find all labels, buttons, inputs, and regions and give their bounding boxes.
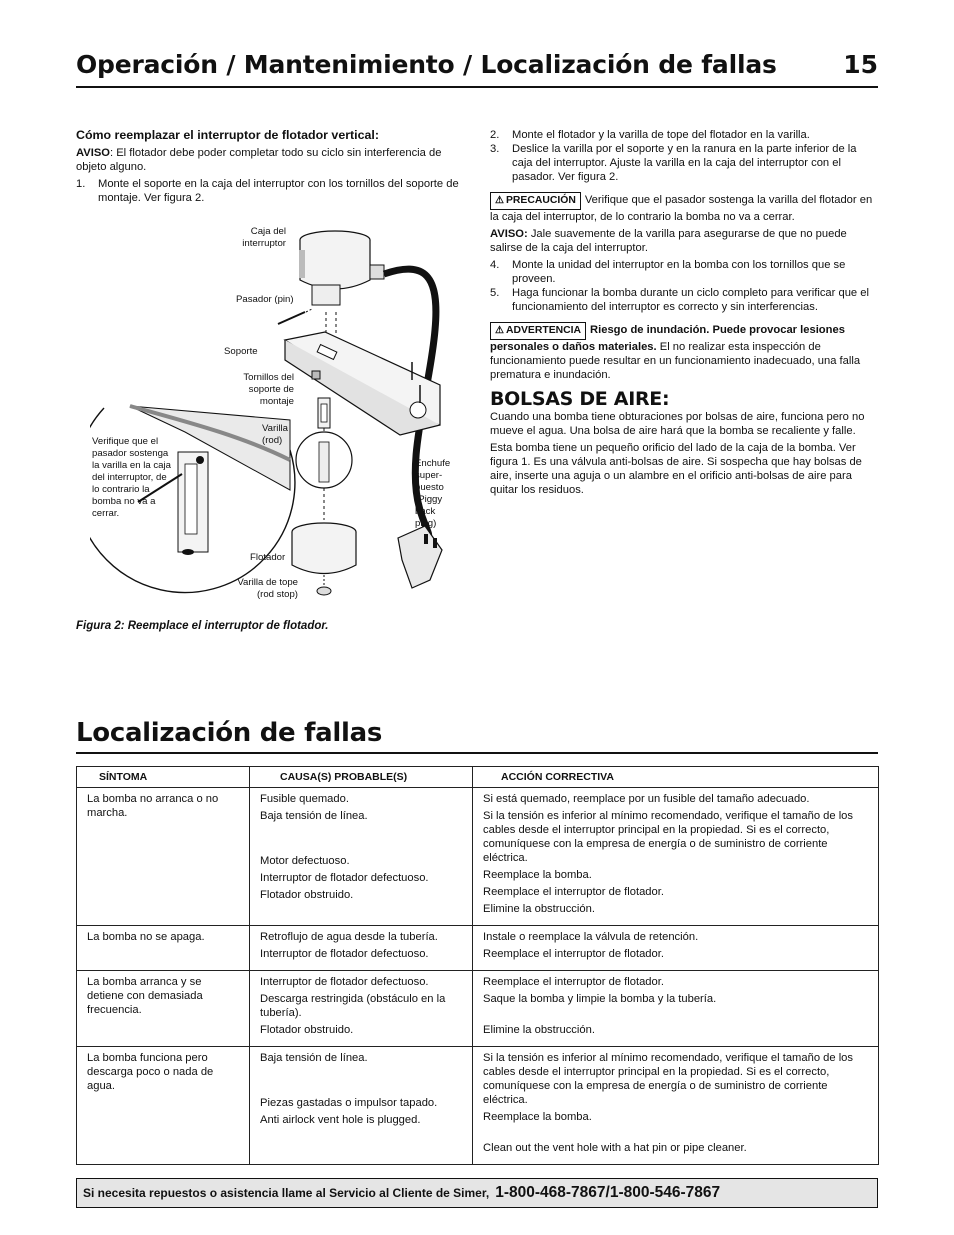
air-locks-heading: BOLSAS DE AIRE: xyxy=(490,388,670,410)
actions-cell xyxy=(473,1047,879,1165)
column-header: SÍNTOMA xyxy=(77,767,250,788)
section-subheading: Cómo reemplazar el interruptor de flotador vertical: xyxy=(76,128,379,142)
step-text: Deslice la varilla por el soporte y en la ranura en la parte inferior de la caja del interruptor. Ajuste la varilla en la caja del interruptor con el pasador. Ver figura 2. xyxy=(512,143,857,183)
caution-badge xyxy=(490,192,581,210)
table-row xyxy=(77,971,879,1047)
action-item: Instale o reemplace la válvula de retención. xyxy=(483,931,699,943)
action-item: Reemplace el interruptor de flotador. xyxy=(483,886,664,898)
cause-item: Descarga restringida (obstáculo en la tubería). xyxy=(260,993,446,1019)
step-text: Monte el soporte en la caja del interruptor con los tornillos del soporte de montaje. Ver figura 2. xyxy=(98,178,459,204)
troubleshooting-rule xyxy=(76,752,878,754)
label-rod: Varilla (rod) xyxy=(262,423,288,446)
step-item xyxy=(490,286,880,314)
step-number: 3. xyxy=(490,143,500,155)
warning-text: El no realizar esta inspección de funcionamiento puede resultar en un funcionamiento inadecuado, una falla prematura e inundación. xyxy=(490,341,861,381)
causes-cell xyxy=(250,1047,473,1165)
symptom-cell: La bomba arranca y se detiene con demasiada frecuencia. xyxy=(77,971,250,1047)
aviso-note xyxy=(76,146,466,174)
step-text: Monte la unidad del interruptor en la bomba con los tornillos que se proveen. xyxy=(512,259,846,285)
action-item: Reemplace la bomba. xyxy=(483,1111,592,1123)
warning-triangle-icon: ⚠ xyxy=(495,325,504,336)
label-mounting-screws: Tornillos del soporte de montaje xyxy=(243,372,294,407)
step-text: Haga funcionar la bomba durante un ciclo completo para verificar que el funcionamiento del interruptor es correcto y sin interferencias. xyxy=(512,287,869,313)
left-column xyxy=(76,128,466,205)
troubleshooting-table xyxy=(76,766,879,1165)
action-item: Reemplace la bomba. xyxy=(483,869,592,881)
step-item xyxy=(76,177,466,205)
footer-phone: 1-800-468-7867/1-800-546-7867 xyxy=(495,1184,721,1201)
symptom-cell: La bomba no arranca o no marcha. xyxy=(77,788,250,926)
page-title: Operación / Mantenimiento / Localización de fallas xyxy=(76,50,777,79)
action-item: Clean out the vent hole with a hat pin or pipe cleaner. xyxy=(483,1142,747,1154)
cause-item: Baja tensión de línea. xyxy=(260,1052,368,1064)
page-number: 15 xyxy=(843,50,878,79)
cause-item: Flotador obstruido. xyxy=(260,889,354,901)
cause-item: Piezas gastadas o impulsor tapado. xyxy=(260,1097,438,1109)
action-item: Si está quemado, reemplace por un fusible del tamaño adecuado. xyxy=(483,793,810,805)
table-row xyxy=(77,1047,879,1165)
aviso-text: : El flotador debe poder completar todo su ciclo sin interferencia de objeto alguno. xyxy=(76,147,442,173)
table-row xyxy=(77,788,879,926)
action-item: Saque la bomba y limpie la bomba y la tubería. xyxy=(483,993,717,1005)
footer-text: Si necesita repuestos o asistencia llame al Servicio al Cliente de Simer, xyxy=(83,1186,490,1200)
warning-triangle-icon: ⚠ xyxy=(495,195,504,206)
label-bracket: Soporte xyxy=(224,346,258,357)
action-item: Elimine la obstrucción. xyxy=(483,1024,595,1036)
caution-text: Verifique que el pasador sostenga la varilla del flotador en la caja del interruptor, de lo contrario la bomba no va a cerrar. xyxy=(490,194,873,223)
cause-item: Interruptor de flotador defectuoso. xyxy=(260,872,429,884)
header-rule xyxy=(76,86,878,88)
column-header: ACCIÓN CORRECTIVA xyxy=(473,767,879,788)
air-locks-paragraph: Cuando una bomba tiene obturaciones por bolsas de aire, funciona pero no mueve el agua. Una bolsa de aire hará que la bomba se recaliente y falle. xyxy=(490,411,865,437)
warning-badge xyxy=(490,322,586,340)
step-number: 1. xyxy=(76,178,86,190)
cause-item: Motor defectuoso. xyxy=(260,855,350,867)
symptom-cell: La bomba no se apaga. xyxy=(77,926,250,971)
label-float: Flotador xyxy=(250,552,286,563)
actions-cell xyxy=(473,971,879,1047)
step-item xyxy=(490,128,880,142)
cause-item: Anti airlock vent hole is plugged. xyxy=(260,1114,421,1126)
warning-badge-label: ADVERTENCIA xyxy=(505,325,582,336)
label-rod-stop: Varilla de tope (rod stop) xyxy=(237,577,298,600)
troubleshooting-title: Localización de fallas xyxy=(76,718,383,748)
aviso-label: AVISO: xyxy=(490,228,528,240)
symptom-cell: La bomba funciona pero descarga poco o nada de agua. xyxy=(77,1047,250,1165)
caution-badge-label: PRECAUCIÓN xyxy=(505,195,576,206)
cause-item: Interruptor de flotador defectuoso. xyxy=(260,948,429,960)
label-verify-pin: Verifique que el pasador sostenga la varilla en la caja del interruptor, de lo contrario la bomba no va a cerrar. xyxy=(92,436,171,519)
action-item: Reemplace el interruptor de flotador. xyxy=(483,976,664,988)
aviso-text: Jale suavemente de la varilla para asegurarse de que no puede salirse de la caja del interruptor. xyxy=(490,228,847,254)
label-switch-housing: Caja del interruptor xyxy=(242,226,286,249)
action-item: Elimine la obstrucción. xyxy=(483,903,595,915)
action-item: Si la tensión es inferior al mínimo recomendado, verifique el tamaño de los cables desde el interruptor principal en la propiedad. Si es el correcto, comuníquese con la empresa de energía o de suministro de corriente eléctrica. xyxy=(483,810,854,864)
step-item xyxy=(490,258,880,286)
cause-item: Retroflujo de agua desde la tubería. xyxy=(260,931,438,943)
step-item xyxy=(490,142,880,184)
right-column xyxy=(490,128,880,500)
table-header-row xyxy=(77,767,879,788)
warning-note xyxy=(490,322,880,382)
cause-item: Flotador obstruido. xyxy=(260,1024,354,1036)
action-item: Reemplace el interruptor de flotador. xyxy=(483,948,664,960)
air-locks-paragraph: Esta bomba tiene un pequeño orificio del lado de la caja de la bomba. Ver figura 1. Es una válvula anti-bolsas de aire. Si sospecha que hay bolsas de aire, inserte una aguja o un alambre en el orificio anti-bolsas de aire para quitar los residuos. xyxy=(490,442,862,496)
label-pin: Pasador (pin) xyxy=(236,294,294,305)
customer-service-footer xyxy=(76,1178,878,1208)
causes-cell xyxy=(250,788,473,926)
warning-bold-text: Riesgo de inundación. Puede provocar lesiones personales o daños materiales. xyxy=(490,324,845,353)
actions-cell xyxy=(473,926,879,971)
step-number: 2. xyxy=(490,129,500,141)
label-piggyback-plug: Enchufe super-puesto (Piggy back plug) xyxy=(415,458,451,529)
float-switch-diagram xyxy=(90,220,490,615)
aviso-note xyxy=(490,227,880,255)
causes-cell xyxy=(250,971,473,1047)
causes-cell xyxy=(250,926,473,971)
step-number: 5. xyxy=(490,287,500,299)
column-header: CAUSA(S) PROBABLE(S) xyxy=(250,767,473,788)
action-item: Si la tensión es inferior al mínimo recomendado, verifique el tamaño de los cables desde el interruptor principal en la propiedad. Si es el correcto, comuníquese con la empresa de energía o de suministro de corriente eléctrica. xyxy=(483,1052,854,1106)
actions-cell xyxy=(473,788,879,926)
figure-caption: Figura 2: Reemplace el interruptor de flotador. xyxy=(76,620,329,632)
step-text: Monte el flotador y la varilla de tope del flotador en la varilla. xyxy=(512,129,810,141)
aviso-label: AVISO xyxy=(76,147,110,159)
caution-note xyxy=(490,192,880,224)
table-row xyxy=(77,926,879,971)
cause-item: Baja tensión de línea. xyxy=(260,810,368,822)
step-number: 4. xyxy=(490,259,500,271)
cause-item: Interruptor de flotador defectuoso. xyxy=(260,976,429,988)
cause-item: Fusible quemado. xyxy=(260,793,349,805)
